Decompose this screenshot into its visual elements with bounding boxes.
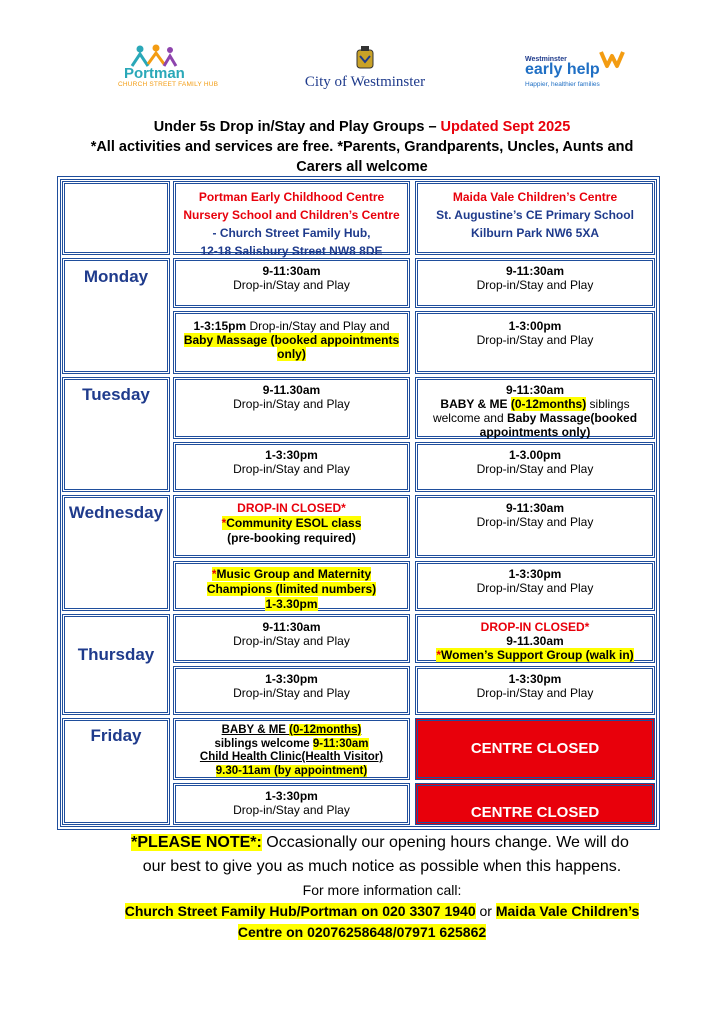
early-help-mark-icon [599,48,625,70]
portman-name: Portman [124,65,185,82]
booked: (booked [590,411,638,425]
early-help-small: Westminster [525,56,567,63]
fri-pm-maida-closed: CENTRE CLOSED [415,783,655,825]
day-wednesday: Wednesday [62,495,170,611]
music-time: 1-3.30pm [265,597,318,611]
please-note-text: Occasionally our opening hours change. We will do [261,834,629,851]
desc: Drop-in/Stay and Play [233,462,350,476]
music-group: Music Group and Maternity [216,567,372,581]
title-line-3: Carers all welcome [296,159,428,175]
wed-am-portman [173,495,410,558]
maida-header-line3: Kilburn Park NW6 5XA [470,226,600,240]
time: 1-3.00pm [508,448,562,462]
drop-in-closed: DROP-IN CLOSED [480,620,585,634]
portman-subtitle: CHURCH STREET FAMILY HUB [118,81,219,88]
time: 9-11.30am [506,634,564,648]
time: 1-3:30pm [508,672,562,686]
please-note-label: *PLEASE NOTE*: [131,834,262,851]
desc: Drop-in/Stay and Play [233,278,350,292]
time: 9-11:30am [505,264,565,278]
please-note-line2: our best to give you as much notice as possible when this happens. [142,858,622,875]
womens-support: Women’s Support Group (walk in) [441,648,634,662]
contact-line1 [80,901,684,922]
time: 1-3:15pm [193,319,247,333]
tue-am-maida [415,377,655,439]
desc: Drop-in/Stay and Play [233,634,350,648]
time: 1-3:30pm [508,567,562,581]
drop-in-closed: DROP-IN CLOSED [237,501,342,515]
thu-pm-portman [173,666,410,715]
thu-pm-maida [415,666,655,715]
thu-am-maida [415,614,655,663]
coat-of-arms-icon [352,46,378,72]
portman-logo [118,44,228,96]
desc: Drop-in/Stay and Play [233,397,350,411]
closed-star: * [341,501,346,515]
page-title [60,117,664,137]
mon-am-maida [415,258,655,308]
welcome: welcome and [432,411,507,425]
mon-am-portman [173,258,410,308]
desc: Drop-in/Stay and Play [476,278,594,292]
early-help-tagline: Happier, healthier families [525,81,600,88]
champions: Champions (limited numbers) [206,582,377,596]
day-thursday: Thursday [62,614,170,715]
baby-massage: Baby Massage [507,411,591,425]
maida-phone: Centre on 02076258648/07971 625862 [237,924,487,940]
day-tuesday: Tuesday [62,377,170,492]
westminster-logo [300,46,430,94]
desc: Drop-in/Stay and Play and [246,319,390,333]
desc: Drop-in/Stay and Play [476,515,594,529]
time: 9-11.30am [262,383,321,397]
time: 9-11:30am [505,383,565,397]
portman-header [173,181,410,258]
desc: Drop-in/Stay and Play [233,686,350,700]
fri-pm-portman [173,783,410,825]
desc: Drop-in/Stay and Play [233,803,350,817]
day-monday: Monday [62,258,170,374]
time: 1-3:30pm [265,448,318,462]
wed-am-maida [415,495,655,558]
time: 9-11:30am [505,501,565,515]
music-star: * [211,567,217,581]
portman-header-line2: Nursery School and Children’s Centre [183,208,400,222]
baby-me: BABY & ME [440,397,511,411]
portman-header-line1: Portman Early Childhood Centre [198,190,385,204]
portman-header-line3: - Church Street Family Hub, [212,226,371,240]
tue-pm-maida [415,442,655,492]
esol-star: * [221,516,227,530]
maida-contact: Maida Vale Children’s [495,903,640,919]
title-text: Under 5s Drop in/Stay and Play Groups – [153,119,441,135]
siblings: siblings welcome [214,737,313,750]
baby-me: BABY & ME [221,724,290,736]
maida-header-line1: Maida Vale Children’s Centre [452,190,618,204]
age-range: (0-12months) [510,397,587,411]
mon-pm-portman [173,311,410,374]
siblings: siblings [586,397,630,411]
contact-or: or [475,903,496,919]
thu-am-portman [173,614,410,663]
esol-class: Community ESOL class [226,516,362,530]
baby-massage-note: Baby Massage (booked appointments [183,333,400,347]
womens-star: * [436,648,441,662]
desc: Drop-in/Stay and Play [476,333,594,347]
appointments-only: appointments only) [479,425,591,439]
tue-am-portman [173,377,410,439]
maida-header-line2: St. Augustine’s CE Primary School [436,208,634,222]
time: 9-11:30am [262,620,321,634]
clinic-time: 9.30-11am (by appointment) [215,764,368,777]
corner-cell [62,181,170,255]
desc: Drop-in/Stay and Play [476,686,594,700]
desc: Drop-in/Stay and Play [476,581,594,595]
portman-header-line4: 12-18 Salisbury Street NW8 8DE [200,244,383,258]
time: 9-11:30am [262,264,321,278]
title-line-2: *All activities and services are free. *Parents, Grandparents, Uncles, Aunts and [90,139,634,155]
fri-am-portman [173,718,410,780]
child-health-clinic: Child Health Clinic(Health Visitor) [199,751,384,763]
time: 1-3:30pm [265,672,318,686]
age-range: (0-12months) [289,724,362,736]
early-help-logo [525,46,625,92]
desc: Drop-in/Stay and Play [476,462,594,476]
updated-text: Updated Sept 2025 [440,119,571,135]
wed-pm-maida [415,561,655,611]
baby-me-time: 9-11:30am [312,737,369,750]
fri-am-maida-closed: CENTRE CLOSED [415,718,655,780]
wed-pm-portman [173,561,410,611]
please-note [100,832,660,854]
day-friday: Friday [62,718,170,825]
time: 1-3:30pm [265,789,318,803]
contact-line2 [60,922,664,943]
tue-pm-portman [173,442,410,492]
pre-booking: (pre-booking required) [227,531,356,545]
baby-massage-note-2: only) [277,347,306,361]
westminster-name: City of Westminster [304,74,426,90]
early-help-title: early help [525,61,600,78]
more-info: For more information call: [302,882,462,898]
mon-pm-maida [415,311,655,374]
time: 1-3:00pm [508,319,562,333]
portman-phone: Church Street Family Hub/Portman on 020 3307 1940 [124,903,476,919]
maida-header [415,181,655,255]
closed-star: * [584,620,590,634]
